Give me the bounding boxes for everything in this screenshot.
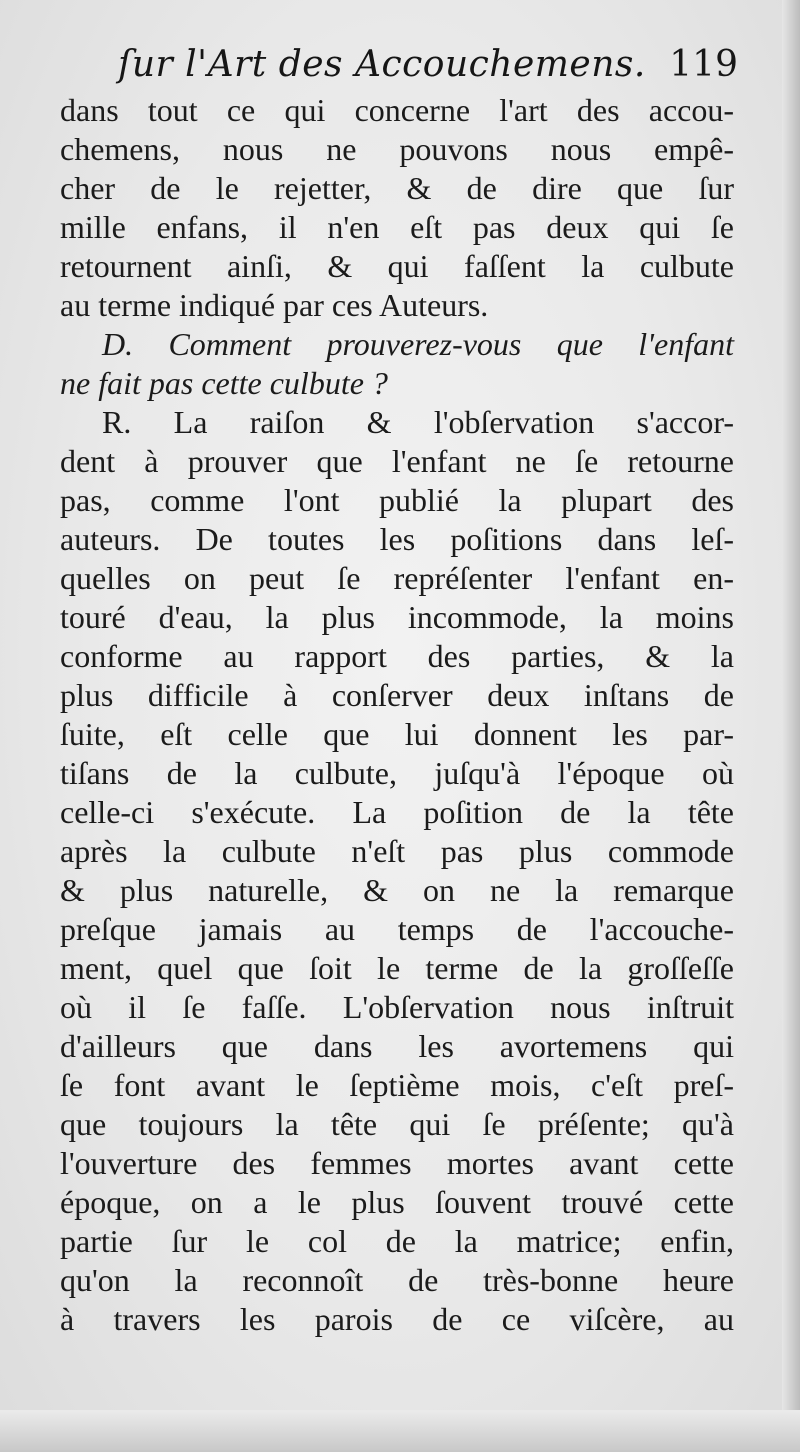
- text-line: époque, on a le plus ſouvent trouvé cette: [60, 1184, 734, 1220]
- text-line: tiſans de la culbute, juſqu'à l'époque où: [60, 755, 734, 791]
- text-line: après la culbute n'eſt pas plus commode: [60, 833, 734, 869]
- question-line: D. Comment prouverez-vous que l'enfant: [102, 326, 734, 362]
- text-line: preſque jamais au temps de l'accouche-: [60, 911, 734, 947]
- text-line: qu'on la reconnoît de très-bonne heure: [60, 1262, 734, 1298]
- text-line: & plus naturelle, & on ne la remarque: [60, 872, 734, 908]
- text-line: dans tout ce qui concerne l'art des accou-: [60, 92, 734, 128]
- page-bottom-shadow: [0, 1410, 800, 1452]
- page-edge-shadow: [782, 0, 800, 1452]
- page-number: 119: [669, 44, 738, 85]
- text-line: l'ouverture des femmes mortes avant cette: [60, 1145, 734, 1181]
- text-line: conforme au rapport des parties, & la: [60, 638, 734, 674]
- text-line: cher de le rejetter, & de dire que ſur: [60, 170, 734, 206]
- question-line: ne fait pas cette culbute ?: [60, 365, 388, 401]
- running-head: ſur l'Art des Accouchemens.: [118, 44, 646, 85]
- text-line: au terme indiqué par ces Auteurs.: [60, 287, 489, 323]
- answer-line: R. La raiſon & l'obſervation s'accor-: [102, 404, 734, 440]
- text-line: partie ſur le col de la matrice; enfin,: [60, 1223, 734, 1259]
- text-line: chemens, nous ne pouvons nous empê-: [60, 131, 734, 167]
- text-line: plus difficile à conſerver deux inſtans de: [60, 677, 734, 713]
- page-header: [118, 44, 738, 96]
- text-line: touré d'eau, la plus incommode, la moins: [60, 599, 734, 635]
- text-line: celle-ci s'exécute. La poſition de la tête: [60, 794, 734, 830]
- text-line: ſuite, eſt celle que lui donnent les par-: [60, 716, 734, 752]
- text-line: dent à prouver que l'enfant ne ſe retourne: [60, 443, 734, 479]
- text-line: d'ailleurs que dans les avortemens qui: [60, 1028, 734, 1064]
- text-line: où il ſe faſſe. L'obſervation nous inſtruit: [60, 989, 734, 1025]
- body-text: [60, 91, 734, 1339]
- text-line: retournent ainſi, & qui faſſent la culbute: [60, 248, 734, 284]
- text-line: mille enfans, il n'en eſt pas deux qui ſe: [60, 209, 734, 245]
- text-line: que toujours la tête qui ſe préſente; qu'à: [60, 1106, 734, 1142]
- text-line: ſe font avant le ſeptième mois, c'eſt preſ-: [60, 1067, 734, 1103]
- text-line: quelles on peut ſe repréſenter l'enfant en-: [60, 560, 734, 596]
- text-line: ment, quel que ſoit le terme de la groſſeſſe: [60, 950, 734, 986]
- text-line: pas, comme l'ont publié la plupart des: [60, 482, 734, 518]
- text-line: auteurs. De toutes les poſitions dans leſ-: [60, 521, 734, 557]
- text-line: à travers les parois de ce viſcère, au: [60, 1301, 734, 1337]
